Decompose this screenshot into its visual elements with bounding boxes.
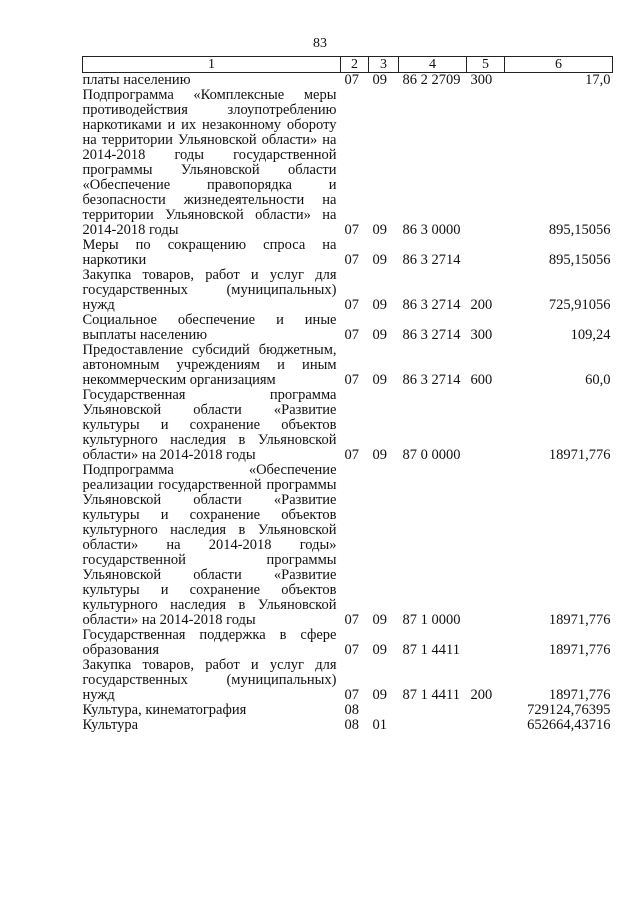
header-col-1: 1 bbox=[83, 57, 341, 73]
row-expense-type bbox=[467, 238, 505, 268]
row-target-code: 87 1 0000 bbox=[402, 612, 461, 628]
row-amount: 18971,776 bbox=[548, 687, 611, 703]
row-subsection: 09 bbox=[372, 72, 387, 88]
row-amount: 18971,776 bbox=[548, 612, 611, 628]
row-target-code: 87 1 4411 bbox=[402, 642, 460, 658]
row-amount: 895,15056 bbox=[548, 252, 611, 268]
header-col-6: 6 bbox=[505, 57, 613, 73]
row-amount: 895,15056 bbox=[548, 222, 611, 238]
row-section: 08 bbox=[344, 717, 359, 733]
table-row bbox=[83, 343, 613, 388]
row-expense-type: 200 bbox=[470, 687, 493, 703]
row-name: Закупка товаров, работ и услуг для государственных (муниципальных) нужд bbox=[82, 267, 337, 313]
row-name: Предоставление субсидий бюджетным, автономным учреждениям и иным некоммерческим организациям bbox=[82, 342, 337, 388]
row-expense-type bbox=[467, 388, 505, 463]
row-expense-type: 600 bbox=[470, 372, 493, 388]
row-amount: 18971,776 bbox=[548, 642, 611, 658]
row-section: 07 bbox=[344, 72, 359, 88]
row-expense-type: 200 bbox=[470, 297, 493, 313]
row-name: платы населению bbox=[82, 72, 191, 88]
budget-table bbox=[82, 56, 613, 733]
row-subsection: 09 bbox=[372, 222, 387, 238]
row-target-code: 86 3 2714 bbox=[402, 252, 461, 268]
row-subsection: 09 bbox=[372, 252, 387, 268]
row-name: Социальное обеспечение и иные выплаты населению bbox=[82, 312, 337, 343]
row-subsection: 09 bbox=[372, 687, 387, 703]
row-amount: 725,91056 bbox=[548, 297, 611, 313]
row-subsection: 09 bbox=[372, 447, 387, 463]
row-target-code: 86 3 2714 bbox=[402, 372, 461, 388]
row-section: 07 bbox=[344, 372, 359, 388]
row-expense-type: 300 bbox=[470, 72, 493, 88]
table-row bbox=[83, 463, 613, 628]
row-section: 07 bbox=[344, 612, 359, 628]
row-target-code: 86 2 2709 bbox=[402, 72, 461, 88]
table-row bbox=[83, 238, 613, 268]
table-row bbox=[83, 388, 613, 463]
row-subsection: 09 bbox=[372, 642, 387, 658]
row-expense-type bbox=[467, 703, 505, 718]
row-name: Закупка товаров, работ и услуг для государственных (муниципальных) нужд bbox=[82, 657, 337, 703]
table-row bbox=[83, 73, 613, 89]
row-subsection: 09 bbox=[372, 327, 387, 343]
row-expense-type: 300 bbox=[470, 327, 493, 343]
header-col-4: 4 bbox=[399, 57, 467, 73]
row-target-code: 86 3 2714 bbox=[402, 297, 461, 313]
row-expense-type bbox=[467, 463, 505, 628]
table-row bbox=[83, 718, 613, 733]
header-col-2: 2 bbox=[341, 57, 369, 73]
row-amount: 17,0 bbox=[585, 72, 611, 88]
row-amount: 652664,43716 bbox=[527, 717, 611, 733]
row-target-code: 86 3 2714 bbox=[402, 327, 461, 343]
row-section: 07 bbox=[344, 297, 359, 313]
table-row bbox=[83, 268, 613, 313]
row-name: Культура, кинематография bbox=[82, 702, 247, 718]
table-row bbox=[83, 88, 613, 238]
row-name: Подпрограмма «Обеспечение реализации государственной программы Ульяновской области «Развитие культуры и сохранение объектов культурного наследия в Ульяновской области» на 2014-2018 годы» государственной программы Ульяновской области «Развитие культуры и сохранение объектов культурного наследия в Ульяновской области» на 2014-2018 годы bbox=[82, 462, 337, 628]
table-header-row bbox=[83, 57, 613, 73]
row-name: Меры по сокращению спроса на наркотики bbox=[82, 237, 337, 268]
row-section: 07 bbox=[344, 687, 359, 703]
row-section: 07 bbox=[344, 222, 359, 238]
table-row bbox=[83, 628, 613, 658]
table-row bbox=[83, 658, 613, 703]
row-amount: 109,24 bbox=[570, 327, 611, 343]
row-target-code bbox=[399, 703, 467, 718]
row-amount: 18971,776 bbox=[548, 447, 611, 463]
page-number: 83 bbox=[313, 36, 327, 51]
header-col-5: 5 bbox=[467, 57, 505, 73]
row-subsection: 09 bbox=[372, 372, 387, 388]
table-row bbox=[83, 703, 613, 718]
row-target-code: 87 0 0000 bbox=[402, 447, 461, 463]
row-expense-type bbox=[467, 718, 505, 733]
row-target-code: 86 3 0000 bbox=[402, 222, 461, 238]
table-row bbox=[83, 313, 613, 343]
row-name: Государственная программа Ульяновской области «Развитие культуры и сохранение объектов культурного наследия в Ульяновской области» на 2014-2018 годы bbox=[82, 387, 337, 463]
row-subsection: 01 bbox=[372, 717, 387, 733]
row-section: 07 bbox=[344, 327, 359, 343]
row-expense-type bbox=[467, 88, 505, 238]
row-amount: 729124,76395 bbox=[527, 702, 611, 718]
row-amount: 60,0 bbox=[585, 372, 611, 388]
row-subsection: 09 bbox=[372, 297, 387, 313]
row-section: 08 bbox=[344, 702, 359, 718]
row-name: Культура bbox=[82, 717, 139, 733]
row-subsection: 09 bbox=[372, 612, 387, 628]
row-expense-type bbox=[467, 628, 505, 658]
row-subsection bbox=[369, 703, 399, 718]
row-name: Государственная поддержка в сфере образования bbox=[82, 627, 337, 658]
row-name: Подпрограмма «Комплексные меры противодействия злоупотреблению наркотиками и их незаконному обороту на территории Ульяновской области» на 2014-2018 годы государственной программы Ульяновской области «Обеспечение правопорядка и безопасности жизнедеятельности на территории Ульяновской области» на 2014-2018 годы bbox=[82, 87, 337, 238]
header-col-3: 3 bbox=[369, 57, 399, 73]
row-section: 07 bbox=[344, 252, 359, 268]
row-target-code bbox=[399, 718, 467, 733]
row-target-code: 87 1 4411 bbox=[402, 687, 460, 703]
row-section: 07 bbox=[344, 642, 359, 658]
row-section: 07 bbox=[344, 447, 359, 463]
